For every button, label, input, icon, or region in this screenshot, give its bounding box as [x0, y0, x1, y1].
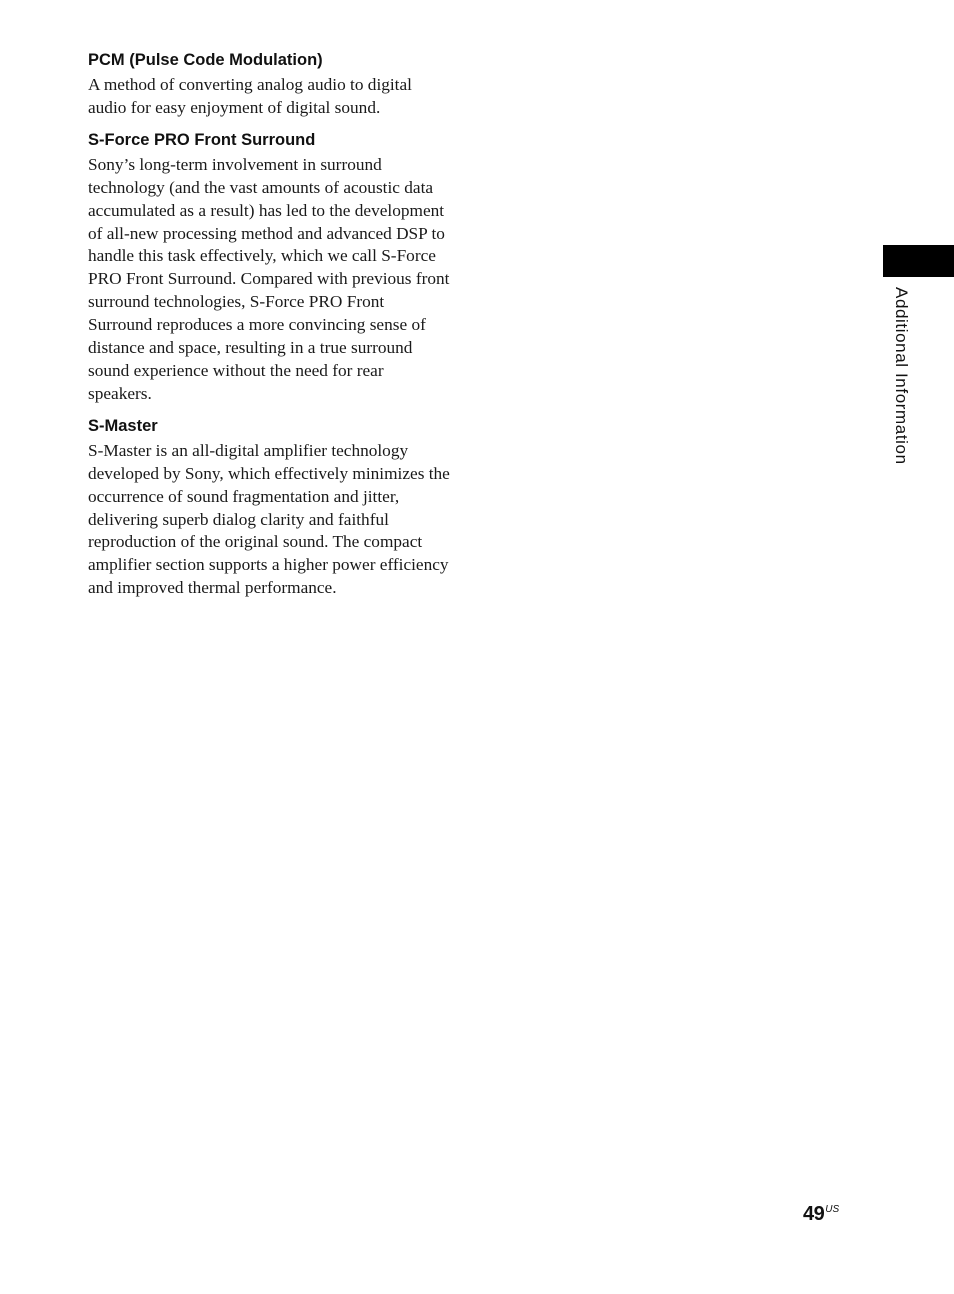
- entry-body-pcm: A method of converting analog audio to digital audio for easy enjoyment of digital sound.: [88, 75, 412, 117]
- entry-heading-pcm: PCM (Pulse Code Modulation): [88, 51, 323, 69]
- page-number-value: 49: [803, 1203, 825, 1225]
- region-code: US: [825, 1204, 840, 1215]
- entry-heading-s-force-pro: S-Force PRO Front Surround: [88, 130, 316, 149]
- glossary-column: [88, 50, 450, 610]
- entry-body-s-master: S-Master is an all-digital amplifier technology developed by Sony, which effectively minimizes the occurrence of sound fragmentation and jitter, delivering superb dialog clarity and faithful reproduction of the original sound. The compact amplifier section supports a higher power efficiency and improved thermal performance.: [88, 440, 450, 598]
- entry-heading-s-master: S-Master: [88, 416, 158, 435]
- section-tab-marker: [883, 245, 954, 277]
- page-number: [803, 1203, 839, 1226]
- section-tab-label: Additional Information: [892, 287, 911, 465]
- entry-body-s-force-pro: Sony’s long-term involvement in surround technology (and the vast amounts of acoustic data accumulated as a result) has led to the development of all-new processing method and advanced DSP to handle this task effectively, which we call S-Force PRO Front Surround. Compared with previous front surround technologies, S-Force PRO Front Surround reproduces a more convincing sense of distance and space, resulting in a true surround sound experience without the need for rear speakers.: [88, 154, 450, 403]
